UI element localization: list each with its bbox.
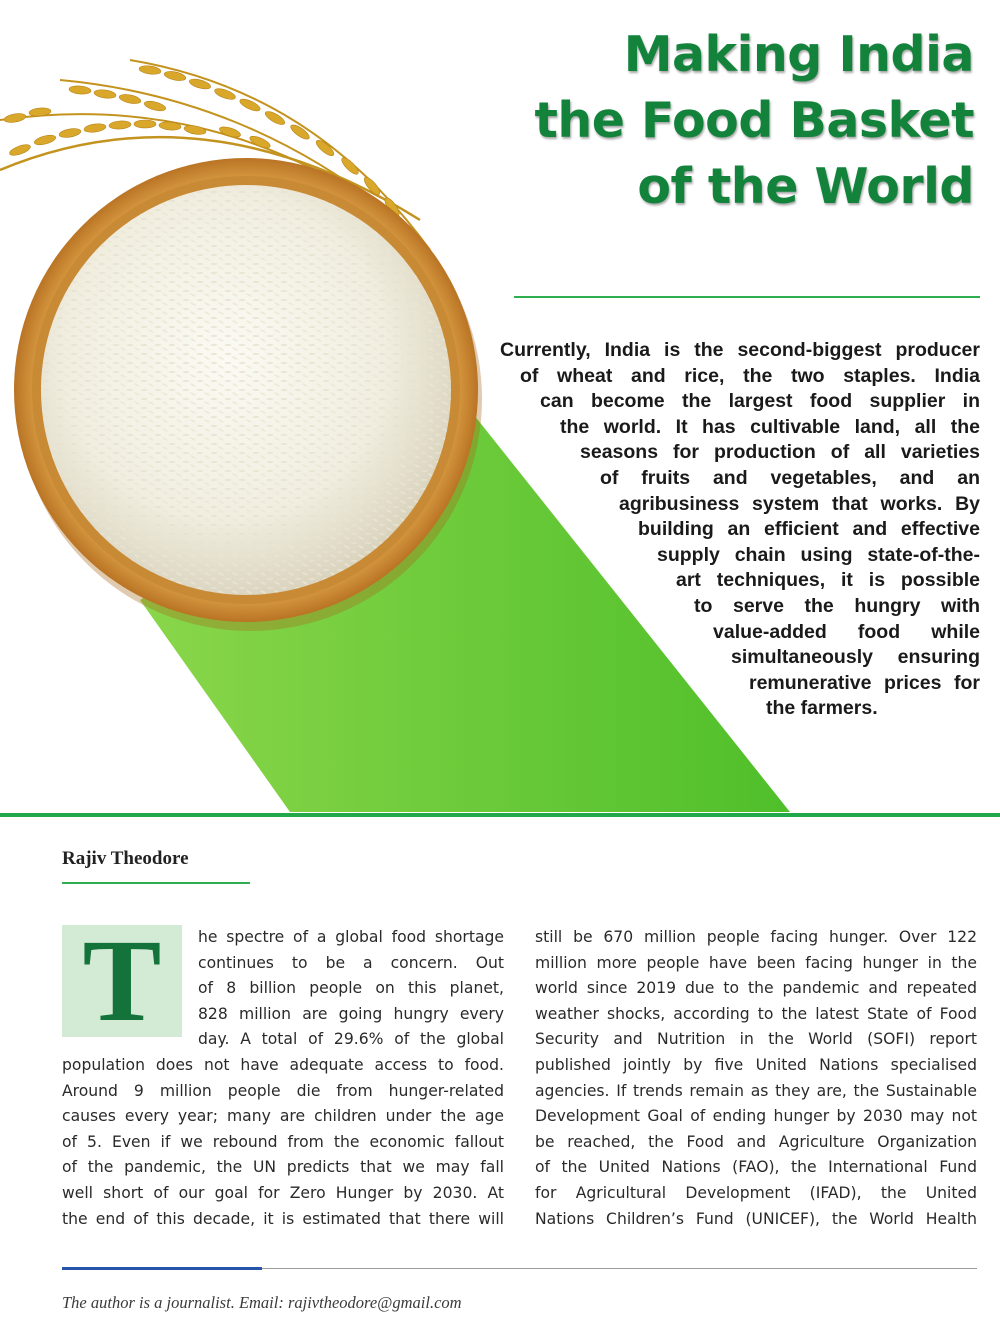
title-divider	[514, 296, 980, 298]
lede-line: of wheat and rice, the two staples. India	[520, 364, 980, 387]
body-line: of the United Nations (FAO), the International Fund	[535, 1158, 977, 1177]
body-line: weather shocks, according to the latest State of Food	[535, 1004, 977, 1023]
body-line: Security and Nutrition in the World (SOFI) report	[535, 1030, 977, 1049]
body-line: world since 2019 due to the pandemic and repeated	[535, 979, 977, 998]
title-line: Making India	[623, 26, 974, 83]
body-line: of the pandemic, the UN predicts that we may fall	[62, 1158, 504, 1177]
drop-cap: T	[62, 925, 182, 1037]
byline-underline	[62, 882, 250, 884]
body-line: 828 million are going hungry every	[198, 1004, 504, 1023]
rice-bowl-icon	[14, 158, 482, 631]
body-line: Nations Children’s Fund (UNICEF), the World Health	[535, 1209, 977, 1228]
body-line: causes every year; many are children under the age	[62, 1107, 504, 1126]
title-line: of the World	[637, 158, 974, 215]
title-line: the Food Basket	[534, 92, 974, 149]
body-line: of 8 billion people on this planet,	[198, 979, 504, 998]
body-line: population does not have adequate access to food.	[62, 1055, 504, 1074]
body-line: Development Goal of ending hunger by 2030 may not	[535, 1107, 977, 1126]
body-line: he spectre of a global food shortage	[198, 928, 504, 946]
body-column-right	[535, 925, 977, 1232]
body-line: Around 9 million people die from hunger-related	[62, 1081, 504, 1100]
lede-line: seasons for production of all varieties	[580, 441, 980, 464]
body-line: for Agricultural Development (IFAD), the United	[535, 1183, 977, 1202]
lede-line: Currently, India is the second-biggest producer	[500, 339, 980, 361]
footer-divider	[262, 1268, 977, 1269]
author-byline: Rajiv Theodore	[62, 848, 189, 869]
footer-divider-accent	[62, 1267, 262, 1270]
body-line: be reached, the Food and Agriculture Organization	[535, 1132, 977, 1151]
lede-line: art techniques, it is possible	[676, 569, 980, 592]
body-line: still be 670 million people facing hunger. Over 122	[535, 928, 977, 946]
body-line: published jointly by five United Nations specialised	[535, 1055, 977, 1074]
lede-line: value-added food while	[713, 620, 980, 643]
body-line: day. A total of 29.6% of the global	[198, 1030, 504, 1049]
lede-line: to serve the hungry with	[694, 594, 980, 617]
lede-line: agribusiness system that works. By	[619, 492, 980, 515]
body-line: well short of our goal for Zero Hunger by 2030. At	[62, 1183, 504, 1202]
body-line: the end of this decade, it is estimated that there will	[62, 1209, 504, 1228]
lede-line: supply chain using state-of-the-	[657, 543, 980, 566]
lede-line: the farmers.	[766, 697, 878, 720]
lede-line: can become the largest food supplier in	[540, 390, 980, 413]
lede-line: building an efficient and effective	[638, 518, 980, 541]
article-title	[534, 22, 974, 220]
body-line: agencies. If trends remain as they are, the Sustainable	[535, 1081, 977, 1100]
article-lede	[480, 338, 980, 722]
author-footnote: The author is a journalist. Email: rajivtheodore@gmail.com	[62, 1293, 462, 1312]
body-line: continues to be a concern. Out	[198, 953, 504, 972]
body-column-left	[62, 925, 504, 1232]
lede-line: of fruits and vegetables, and an	[600, 466, 980, 489]
section-divider	[0, 813, 1000, 817]
lede-line: simultaneously ensuring	[731, 646, 980, 669]
lede-line: the world. It has cultivable land, all the	[560, 415, 980, 438]
lede-line: remunerative prices for	[749, 671, 980, 694]
body-line: million more people have been facing hunger in the	[535, 953, 977, 972]
body-line: of 5. Even if we rebound from the economic fallout	[62, 1132, 504, 1151]
